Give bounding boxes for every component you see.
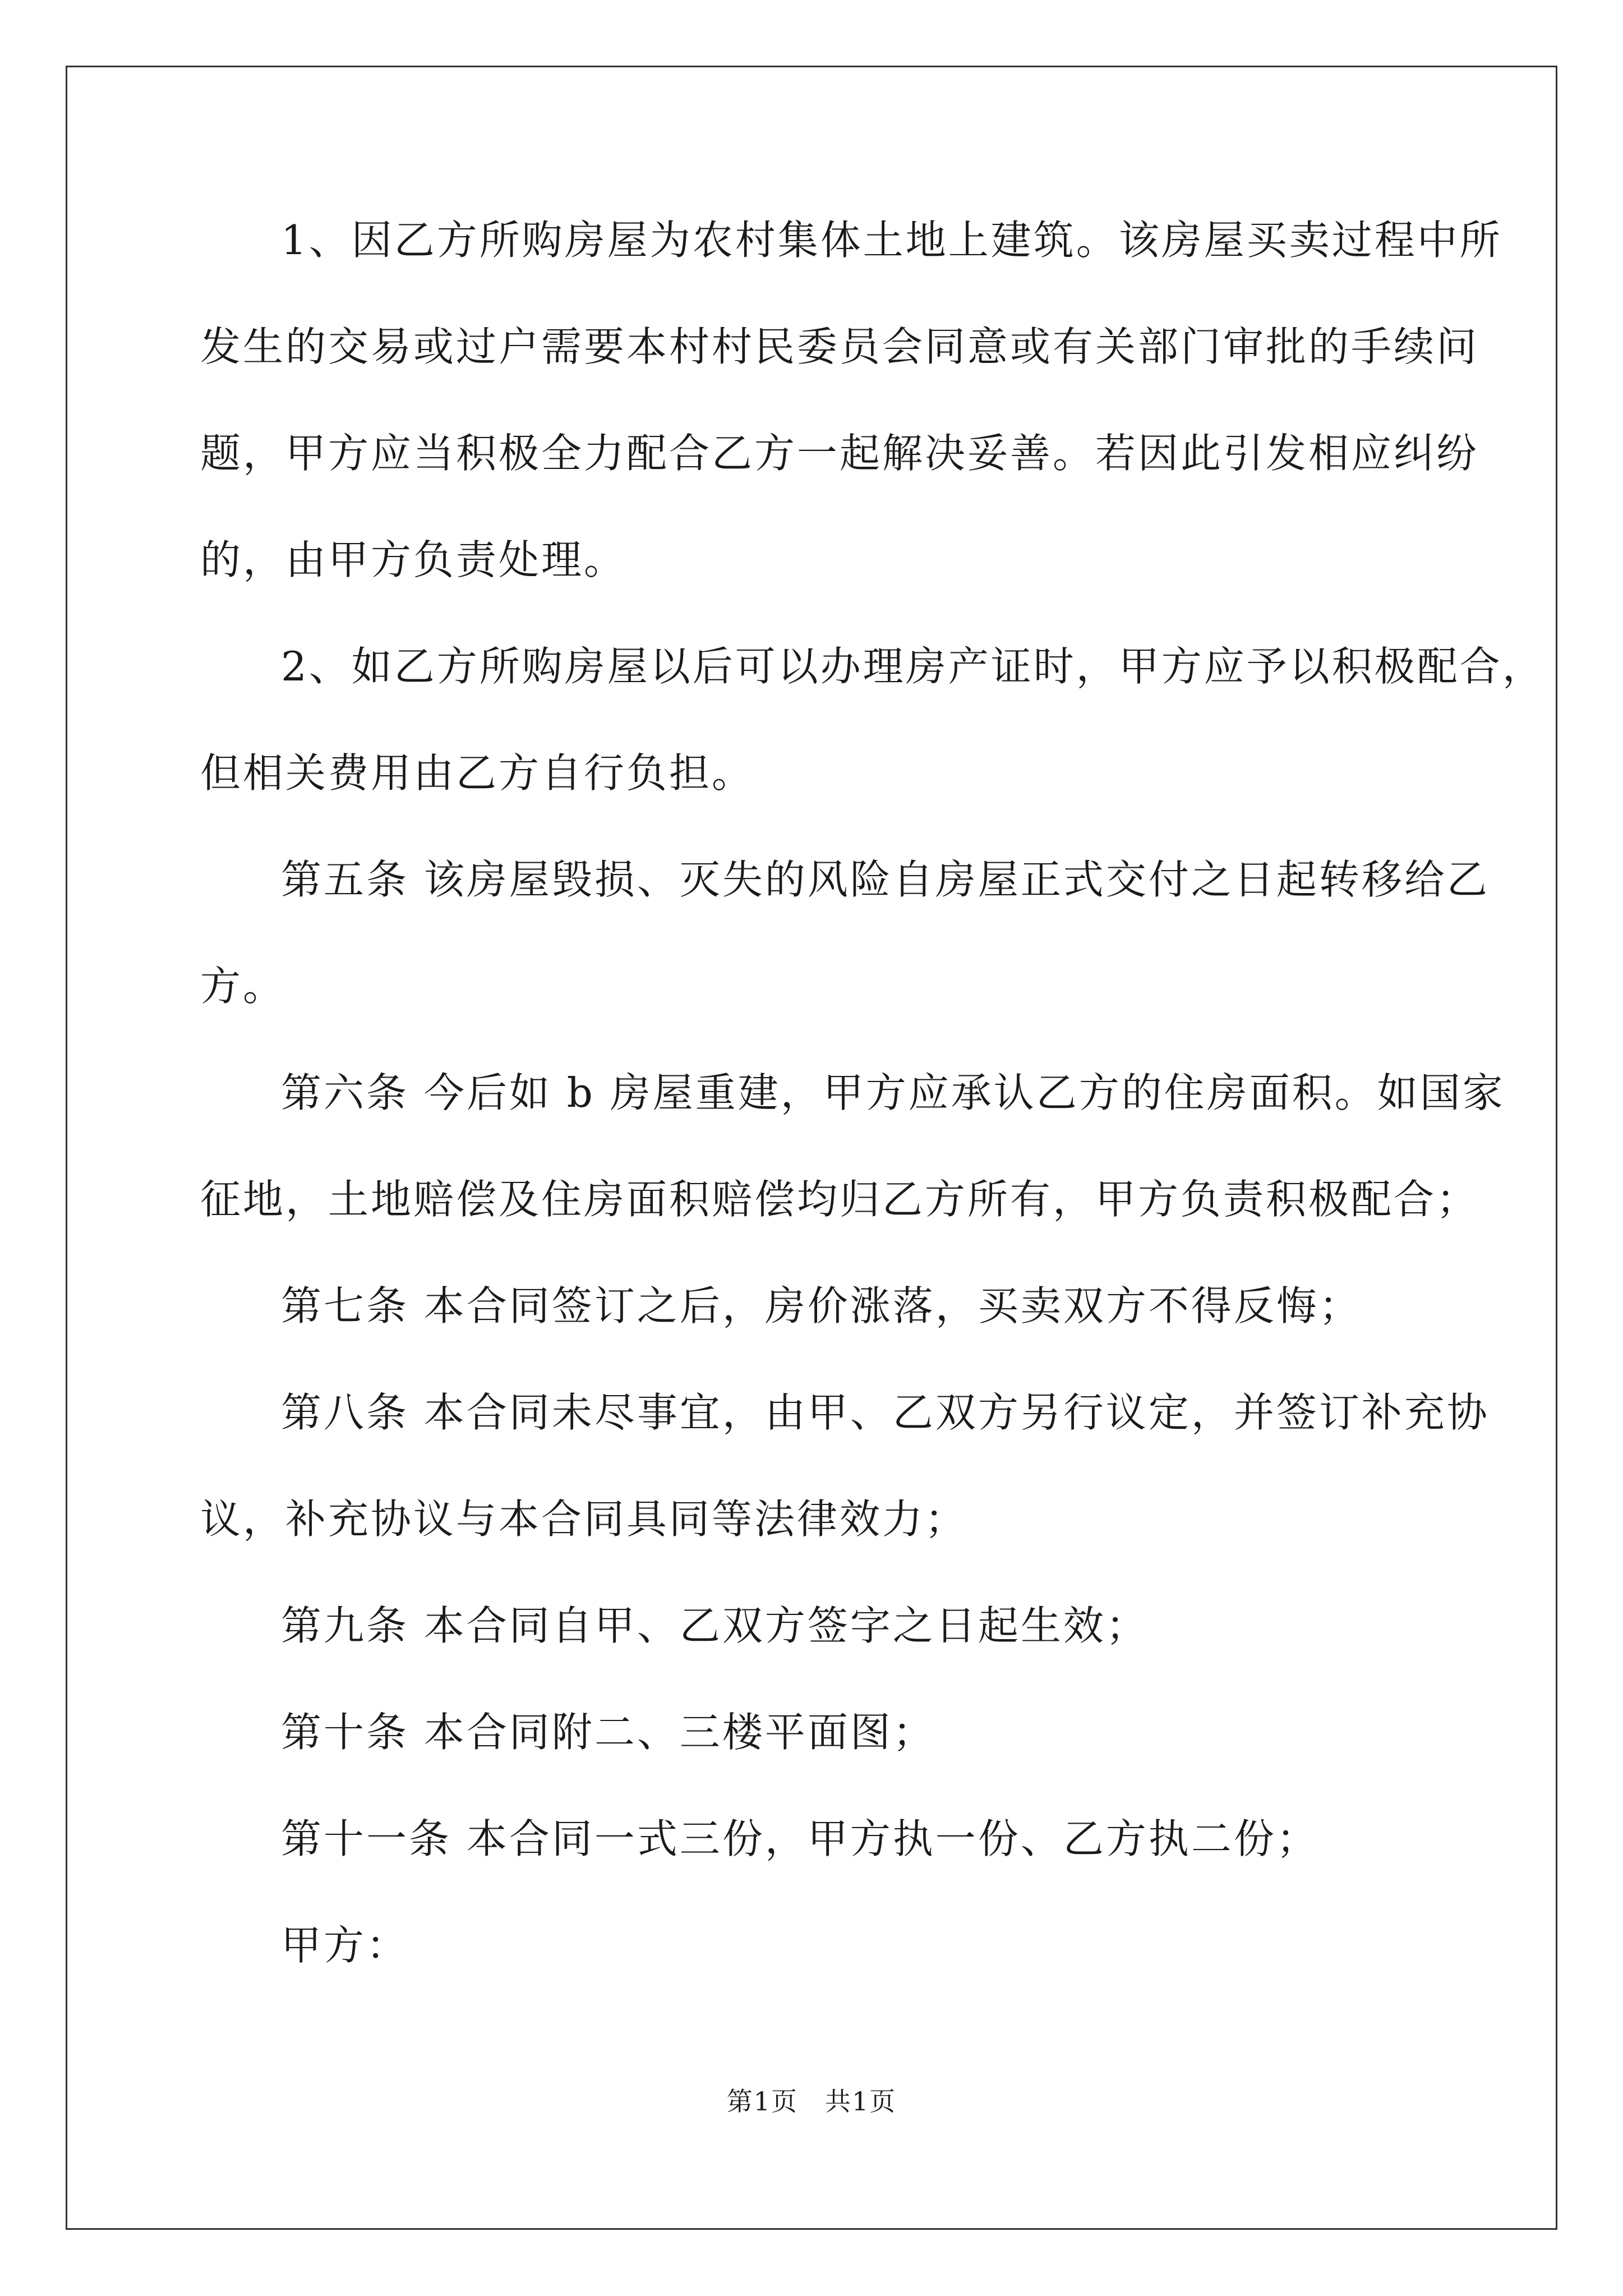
- article-8-line-1: 第八条 本合同未尽事宜，由甲、乙双方另行议定，并签订补充协: [281, 1389, 1490, 1436]
- article-7: 第七条 本合同签订之后，房价涨落，买卖双方不得反悔；: [281, 1282, 1362, 1329]
- article-10: 第十条 本合同附二、三楼平面图；: [281, 1709, 935, 1756]
- article-6-line-1: 第六条 今后如 b 房屋重建，甲方应承认乙方的住房面积。如国家: [281, 1069, 1505, 1116]
- paragraph-1-line-2: 发生的交易或过户需要本村村民委员会同意或有关部门审批的手续问: [200, 323, 1479, 370]
- article-9: 第九条 本合同自甲、乙双方签字之日起生效；: [281, 1602, 1149, 1649]
- paragraph-2-line-1: 2、如乙方所购房屋以后可以办理房产证时，甲方应予以积极配合，: [281, 643, 1545, 690]
- article-5-line-2: 方。: [200, 963, 286, 1010]
- paragraph-1-line-1: 1、因乙方所购房屋为农村集体土地上建筑。该房屋买卖过程中所: [281, 217, 1502, 264]
- article-6-line-2: 征地，土地赔偿及住房面积赔偿均归乙方所有，甲方负责积极配合；: [200, 1176, 1479, 1223]
- paragraph-2-line-2: 但相关费用由乙方自行负担。: [200, 749, 755, 797]
- page-number-footer: 第1页 共1页: [726, 2086, 897, 2116]
- paragraph-1-line-3: 题，甲方应当积极全力配合乙方一起解决妥善。若因此引发相应纠纷: [200, 430, 1479, 477]
- article-11: 第十一条 本合同一式三份，甲方执一份、乙方执二份；: [281, 1815, 1319, 1862]
- article-5-line-1: 第五条 该房屋毁损、灭失的风险自房屋正式交付之日起转移给乙: [281, 856, 1490, 903]
- article-8-line-2: 议，补充协议与本合同具同等法律效力；: [200, 1496, 968, 1543]
- page-border: [66, 66, 1557, 2230]
- party-a-signature-label: 甲方：: [281, 1922, 409, 1969]
- paragraph-1-line-4: 的，由甲方负责处理。: [200, 536, 627, 583]
